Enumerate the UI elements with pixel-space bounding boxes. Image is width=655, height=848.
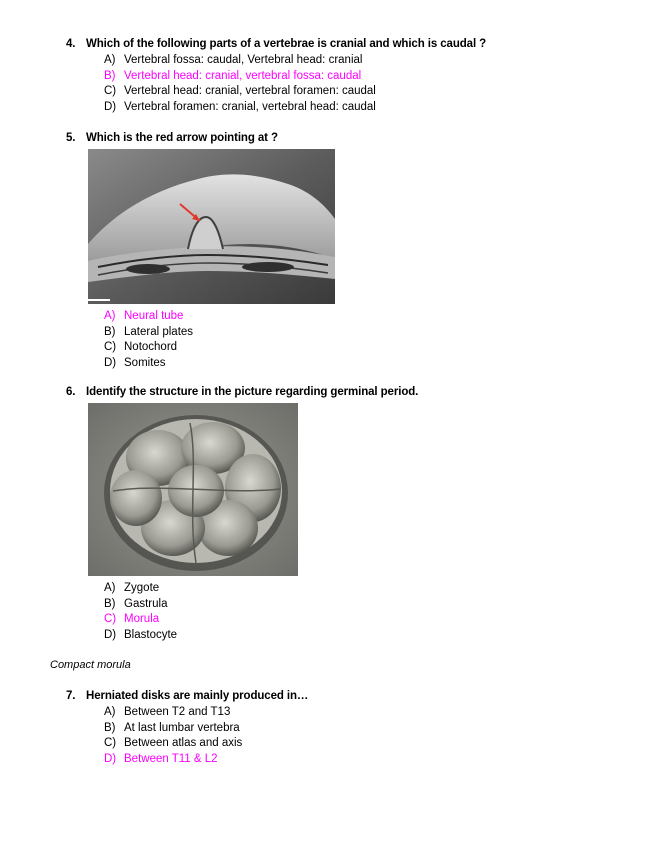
option-d[interactable]: D) Between T11 & L2 [104, 752, 218, 765]
question-6 [66, 386, 418, 398]
question-number: 7. [66, 690, 76, 702]
option-c[interactable]: C) Morula [104, 613, 160, 625]
option-b[interactable]: B) At last lumbar vertebra [104, 721, 240, 734]
embryo-section-image [88, 149, 335, 304]
option-a[interactable]: A) Neural tube [104, 310, 184, 322]
question-4 [66, 38, 486, 50]
question-text: Which is the red arrow pointing at ? [86, 132, 278, 144]
option-c[interactable]: C) Between atlas and axis [104, 737, 243, 749]
answer-note: Compact morula [50, 659, 131, 671]
question-number: 6. [66, 386, 76, 398]
option-c[interactable]: C) Vertebral head: cranial, vertebral foramen: caudal [104, 85, 376, 97]
option-b[interactable]: B) Lateral plates [104, 325, 194, 338]
morula-image [88, 403, 298, 576]
question-7-options [104, 705, 242, 767]
option-d[interactable]: D) Somites [104, 356, 166, 369]
question-5-options [104, 309, 193, 371]
question-text: Identify the structure in the picture regarding germinal period. [86, 386, 419, 398]
option-b[interactable]: B) Gastrula [104, 597, 168, 610]
question-number: 5. [66, 132, 76, 144]
option-c[interactable]: C) Notochord [104, 341, 178, 353]
question-6-options [104, 581, 177, 643]
option-a[interactable]: A) Vertebral fossa: caudal, Vertebral head: cranial [104, 54, 363, 66]
option-d[interactable]: D) Vertebral foramen: cranial, vertebral head: caudal [104, 100, 376, 113]
option-a[interactable]: A) Between T2 and T13 [104, 706, 231, 718]
option-a[interactable]: A) Zygote [104, 582, 160, 594]
option-b[interactable]: B) Vertebral head: cranial, vertebral fossa: caudal [104, 69, 362, 82]
question-5 [66, 132, 278, 144]
question-text: Herniated disks are mainly produced in… [86, 690, 309, 702]
question-4-options [104, 53, 376, 115]
question-7 [66, 690, 308, 702]
question-text: Which of the following parts of a vertebrae is cranial and which is caudal ? [86, 38, 487, 50]
option-d[interactable]: D) Blastocyte [104, 628, 178, 641]
question-number: 4. [66, 38, 76, 50]
